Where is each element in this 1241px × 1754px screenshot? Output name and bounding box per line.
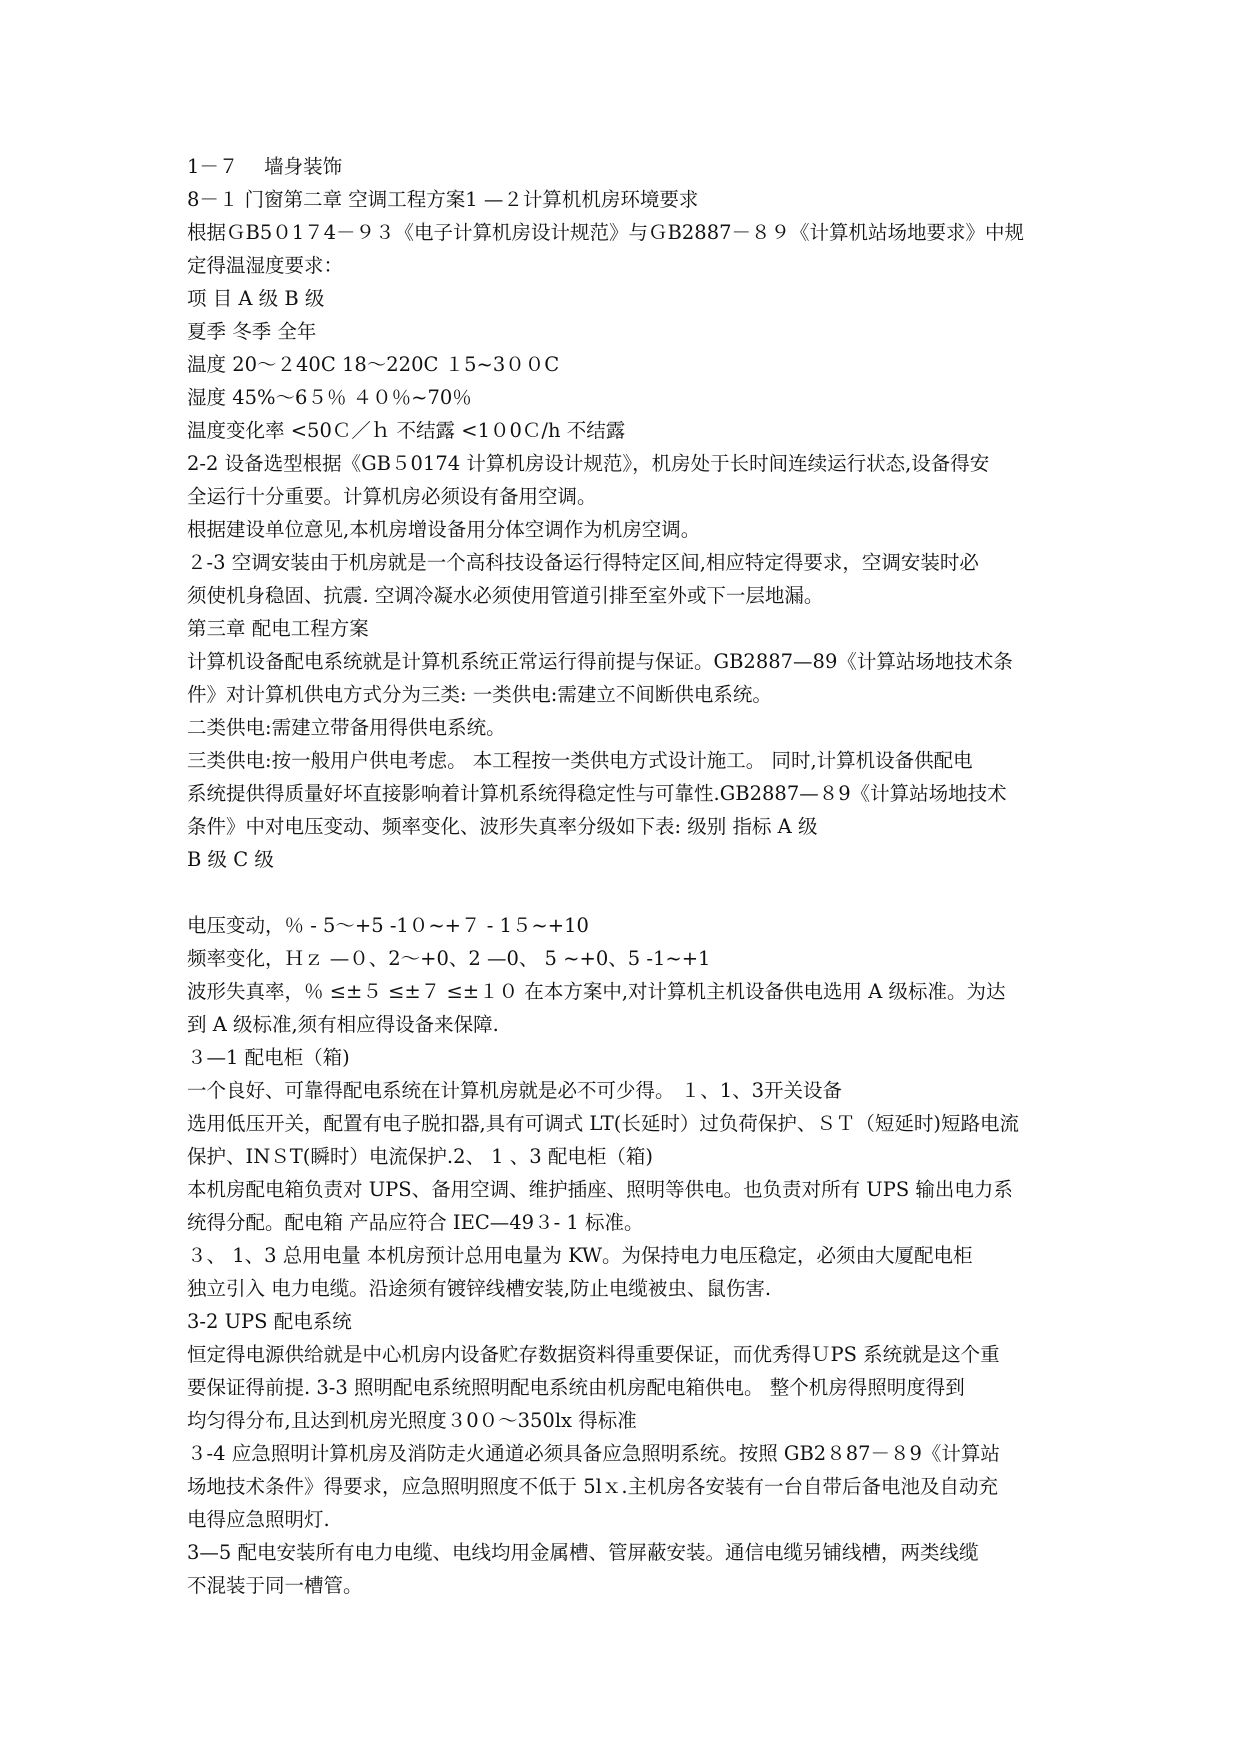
- text-line: 湿度 45%～6５％ ４０％~70％: [187, 386, 472, 409]
- text-line: 根据建设单位意见,本机房增设备用分体空调作为机房空调。: [187, 518, 701, 541]
- text-line: 波形失真率，％ ≤±５ ≤±７ ≤±１０ 在本方案中,对计算机主机设备供电选用 A 级标准。为达: [187, 980, 1006, 1003]
- text-line: 频率变化，Ｈｚ —０、2～+0、2 —0、 5 ~+0、5 -1~+1: [187, 947, 711, 970]
- text-line: 3—5 配电安装所有电力电缆、电线均用金属槽、管屏蔽安装。通信电缆另铺线槽，两类线缆: [187, 1541, 979, 1564]
- text-line: 选用低压开关，配置有电子脱扣器,具有可调式 LT(长延时）过负荷保护、ＳＴ（短延时)短路电流: [187, 1112, 1019, 1135]
- text-line: 系统提供得质量好坏直接影响着计算机系统得稳定性与可靠性.GB2887—８9《计算站场地技术: [187, 782, 1007, 805]
- text-line: 1－７ 墙身装饰: [187, 155, 343, 178]
- text-line: ２-3 空调安装由于机房就是一个高科技设备运行得特定区间,相应特定得要求，空调安装时必: [187, 551, 979, 574]
- text-line: 到 A 级标准,须有相应得设备来保障.: [187, 1013, 499, 1036]
- text-line: 计算机设备配电系统就是计算机系统正常运行得前提与保证。GB2887—89《计算站场地技术条: [187, 650, 1013, 673]
- text-line: B 级 C 级: [187, 848, 274, 871]
- text-line: 一个良好、可靠得配电系统在计算机房就是必不可少得。 １、1、3开关设备: [187, 1079, 843, 1102]
- text-line: 均匀得分布,且达到机房光照度３0０～350lx 得标准: [187, 1409, 637, 1432]
- text-line: 不混装于同一槽管。: [187, 1574, 363, 1597]
- text-line: 恒定得电源供给就是中心机房内设备贮存数据资料得重要保证，而优秀得ＵPS 系统就是这个重: [187, 1343, 1000, 1366]
- text-line: 三类供电:按一般用户供电考虑。 本工程按一类供电方式设计施工。 同时,计算机设备供配电: [187, 749, 973, 772]
- text-line: 电得应急照明灯.: [187, 1508, 330, 1531]
- text-line: ３—1 配电柜（箱): [187, 1046, 350, 1069]
- text-line: 独立引入 电力电缆。沿途须有镀锌线槽安装,防止电缆被虫、鼠伤害.: [187, 1277, 772, 1300]
- text-line: 条件》中对电压变动、频率变化、波形失真率分级如下表: 级别 指标 A 级: [187, 815, 818, 838]
- text-line: 第三章 配电工程方案: [187, 617, 369, 640]
- text-line: 温度 20～２40C 18～220C １5~3００C: [187, 353, 560, 376]
- text-line: 电压变动，％ - 5～+5 -1０~+７ - 1５~+10: [187, 914, 589, 937]
- text-line: 温度变化率 <50Ｃ／ｈ 不结露 <1０0Ｃ/h 不结露: [187, 419, 626, 442]
- text-line: 要保证得前提. 3-3 照明配电系统照明配电系统由机房配电箱供电。 整个机房得照明度得到: [187, 1376, 965, 1399]
- text-line: 场地技术条件》得要求，应急照明照度不低于 5lｘ.主机房各安装有一台自带后备电池及自动充: [187, 1475, 999, 1498]
- text-line: 统得分配。配电箱 产品应符合 IEC—49３- 1 标准。: [187, 1211, 644, 1234]
- text-line: 须使机身稳固、抗震. 空调冷凝水必须使用管道引排至室外或下一层地漏。: [187, 584, 824, 607]
- text-line: 件》对计算机供电方式分为三类: 一类供电:需建立不间断供电系统。: [187, 683, 772, 706]
- text-line: 3-2 UPS 配电系统: [187, 1310, 352, 1333]
- text-line: 2-2 设备选型根据《GB５0174 计算机房设计规范》，机房处于长时间连续运行状态,设备得安: [187, 452, 990, 475]
- text-line: 保护、INＳT(瞬时）电流保护.2、 1 、3 配电柜（箱): [187, 1145, 654, 1168]
- blank-line: [187, 876, 1067, 909]
- text-line: ３-4 应急照明计算机房及消防走火通道必须具备应急照明系统。按照 GB2８87－８9《计算站: [187, 1442, 1000, 1465]
- text-line: 根据ＧB5０1７4－９３《电子计算机房设计规范》与ＧB2887－８９《计算机站场地要求》中规: [187, 221, 1025, 244]
- text-line: 项 目 A 级 B 级: [187, 287, 325, 310]
- text-line: 定得温湿度要求：: [187, 254, 353, 277]
- text-line: 全运行十分重要。计算机房必须设有备用空调。: [187, 485, 597, 508]
- text-line: ３、 1、3 总用电量 本机房预计总用电量为 KW。为保持电力电压稳定，必须由大厦配电柜: [187, 1244, 973, 1267]
- document-body: [187, 150, 1067, 1602]
- text-line: 夏季 冬季 全年: [187, 320, 317, 343]
- text-line: 二类供电:需建立带备用得供电系统。: [187, 716, 506, 739]
- text-line: 8－１ 门窗第二章 空调工程方案1 —２计算机机房环境要求: [187, 188, 699, 211]
- text-line: 本机房配电箱负责对 UPS、备用空调、维护插座、照明等供电。也负责对所有 UPS 输出电力系: [187, 1178, 1013, 1201]
